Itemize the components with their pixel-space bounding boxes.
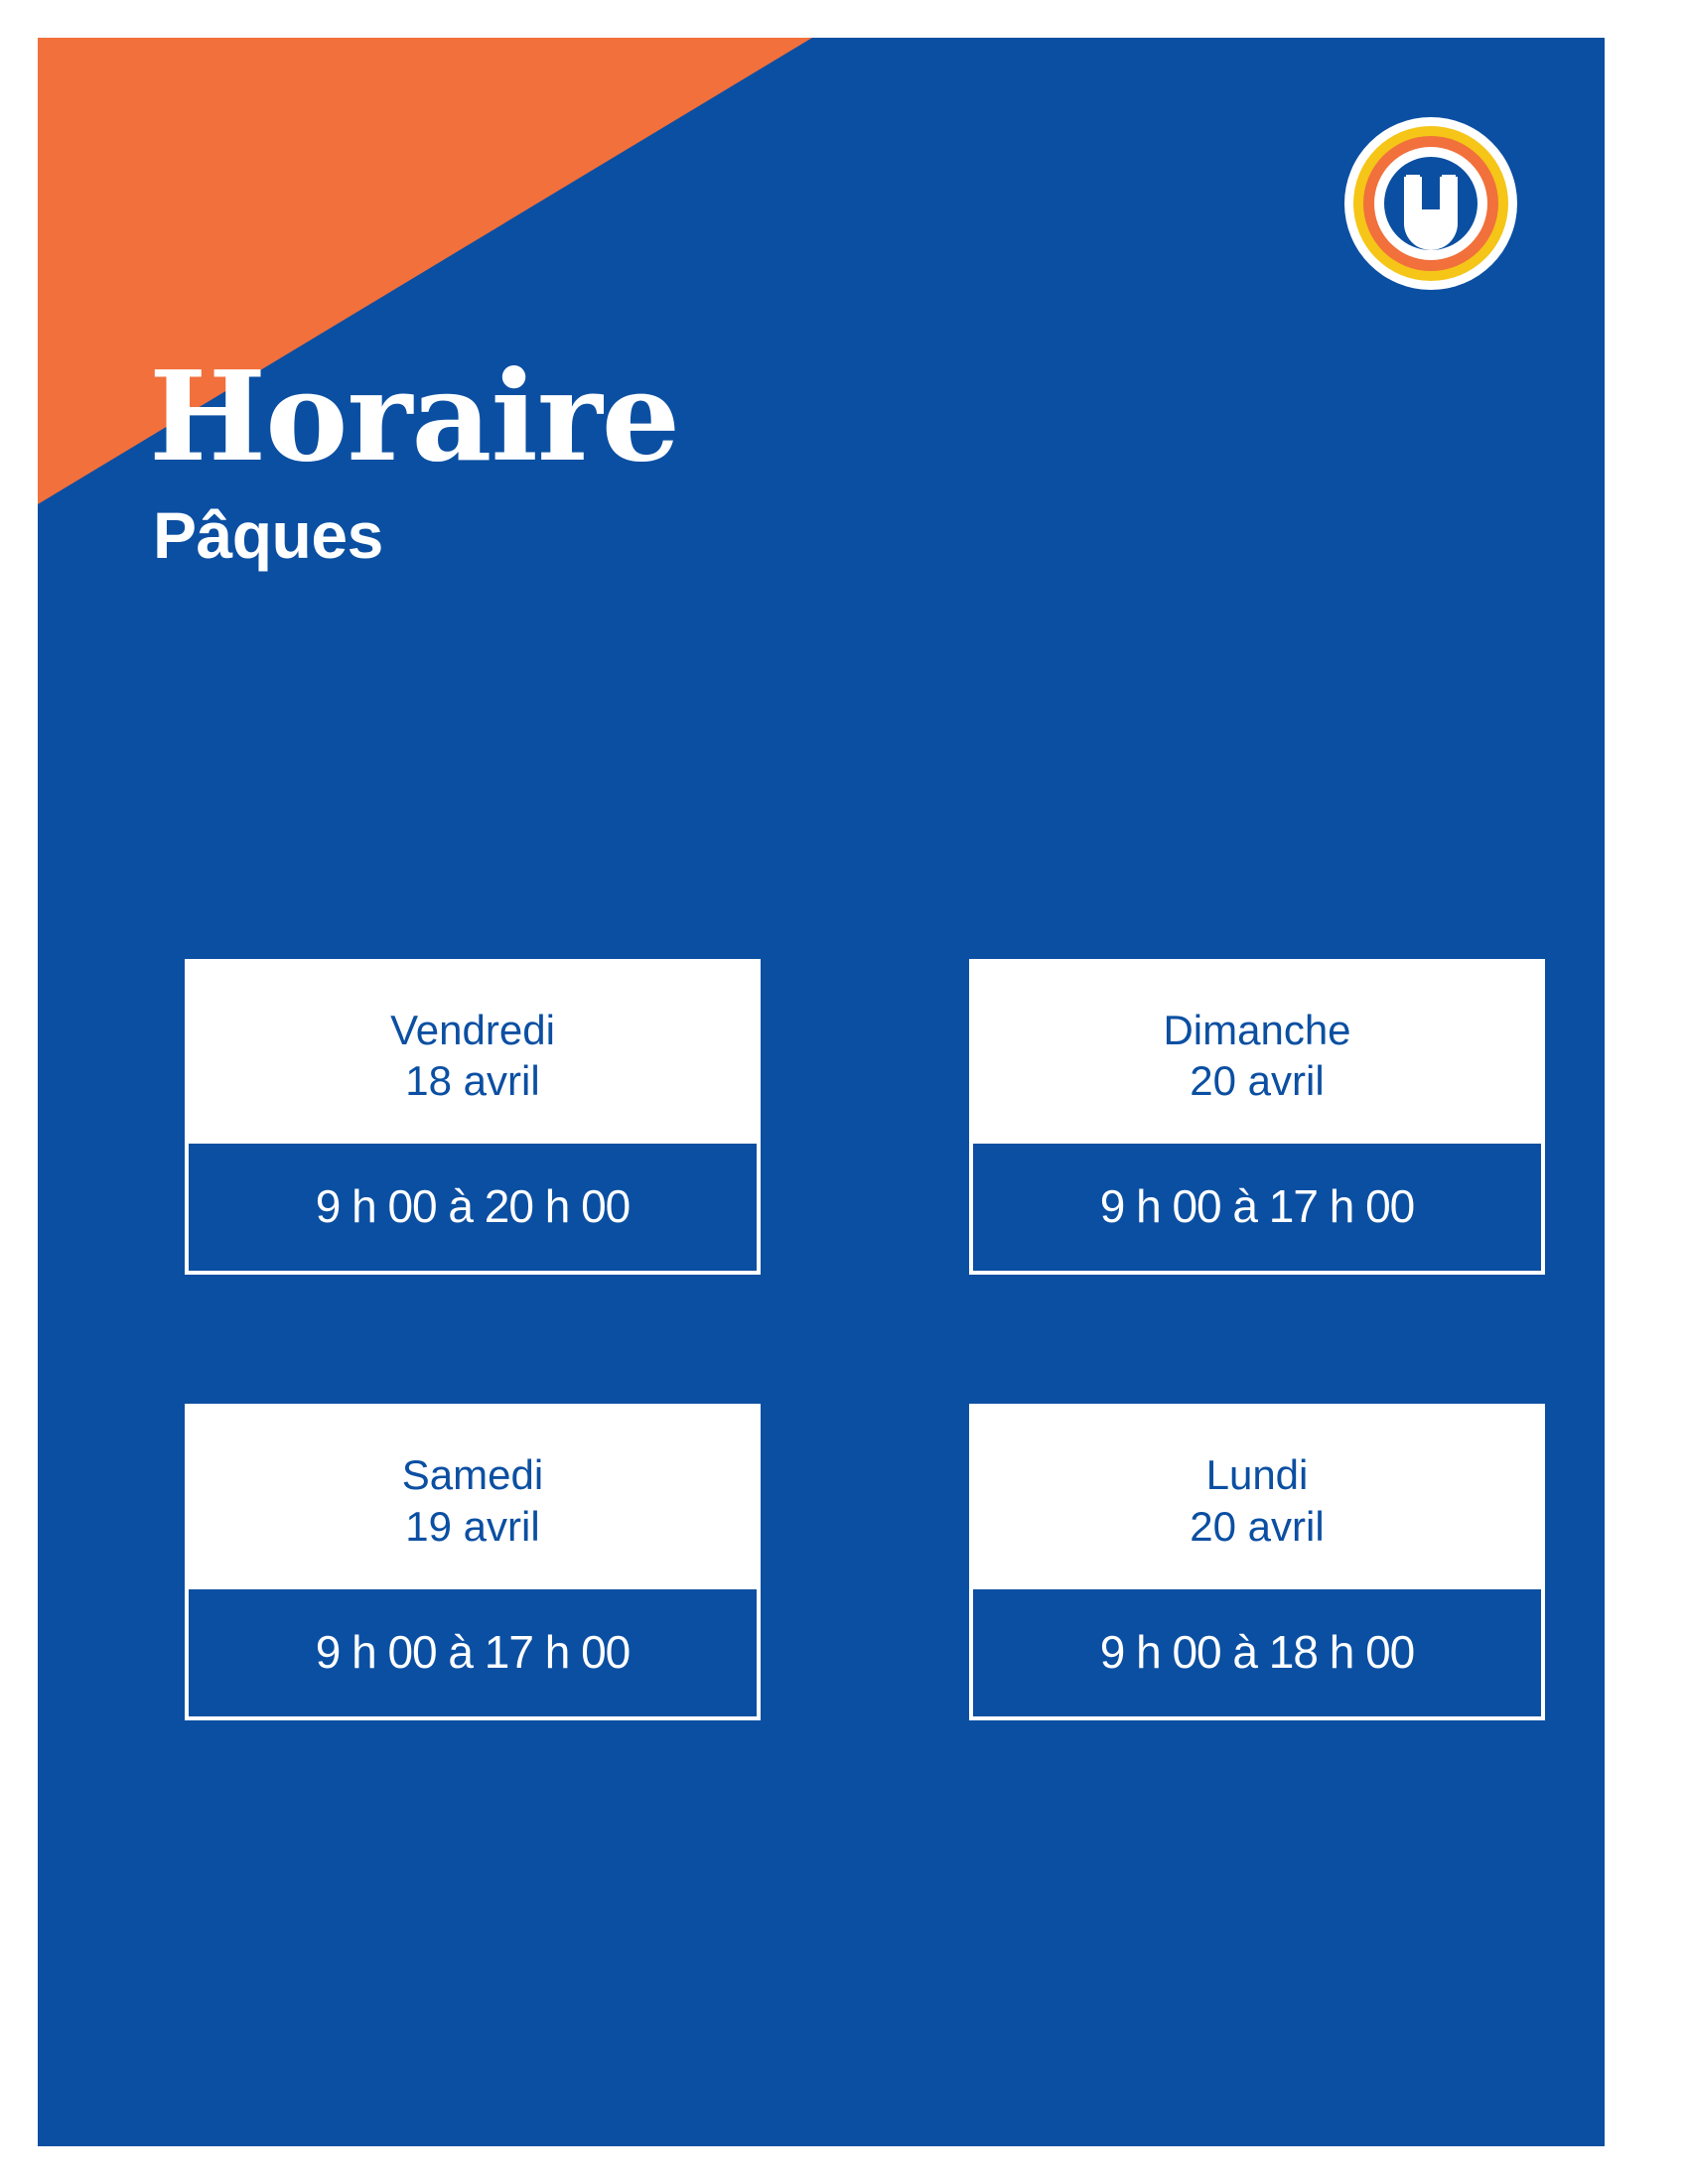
card-day-header [189,1408,757,1584]
schedule-poster [38,38,1605,2146]
card-hours: 9 h 00 à 17 h 00 [189,1585,757,1716]
card-day-name: Samedi [401,1451,544,1499]
schedule-card [185,1404,761,1719]
card-day-date: 20 avril [1190,1057,1325,1105]
card-day-date: 19 avril [405,1502,540,1550]
schedule-card [969,959,1545,1275]
page-subtitle: Pâques [153,498,383,572]
poster-header [149,344,1043,573]
schedule-card [185,959,761,1275]
schedule-card [969,1404,1545,1719]
card-hours: 9 h 00 à 18 h 00 [973,1585,1541,1716]
card-day-header [973,1408,1541,1584]
card-day-header [973,963,1541,1140]
card-day-date: 18 avril [405,1057,540,1105]
card-day-date: 20 avril [1190,1502,1325,1550]
card-day-name: Lundi [1205,1451,1309,1499]
card-day-name: Dimanche [1163,1007,1351,1053]
card-day-header [189,963,757,1140]
u-logo-icon [1342,115,1519,292]
card-hours: 9 h 00 à 17 h 00 [973,1140,1541,1271]
schedule-card-grid [185,959,1466,1720]
card-day-name: Vendredi [390,1007,555,1053]
card-hours: 9 h 00 à 20 h 00 [189,1140,757,1271]
page-title: Horaire [149,344,680,489]
